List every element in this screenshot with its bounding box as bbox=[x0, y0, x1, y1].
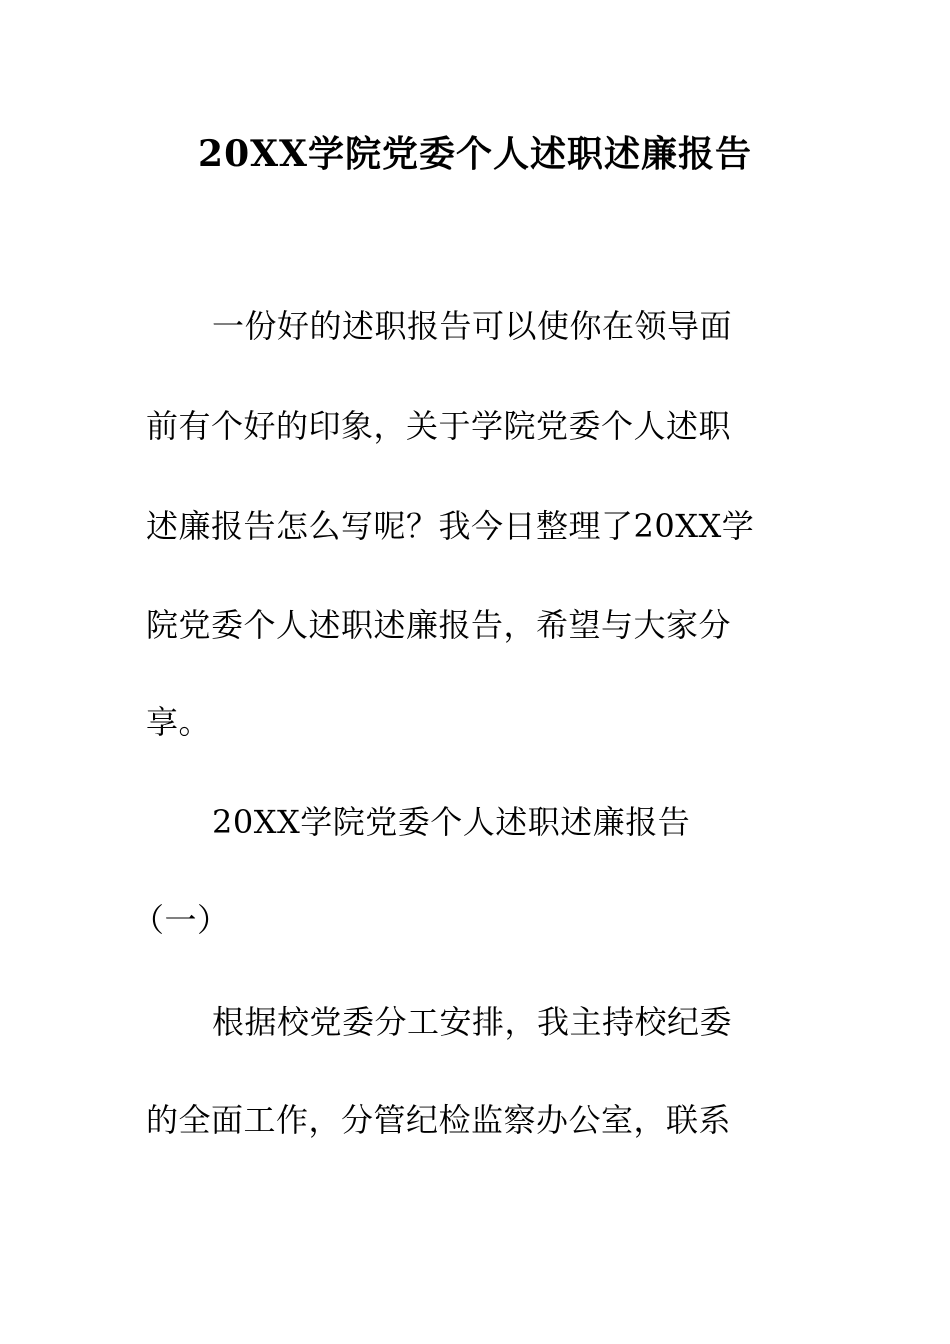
body-line-2: 的全面工作，分管纪检监察办公室，联系 bbox=[146, 1101, 732, 1139]
intro-line-3: 述廉报告怎么写呢？我今日整理了20XX学 bbox=[146, 507, 755, 545]
intro-line-5: 享。 bbox=[146, 703, 212, 741]
intro-line-4: 院党委个人述职述廉报告，希望与大家分 bbox=[146, 606, 732, 644]
section-heading-number: （一） bbox=[132, 901, 230, 939]
intro-line-2: 前有个好的印象，关于学院党委个人述职 bbox=[146, 407, 732, 445]
section-heading: 20XX学院党委个人述职述廉报告 bbox=[212, 803, 691, 841]
document-title: 20XX学院党委个人述职述廉报告 bbox=[198, 133, 752, 175]
body-line-1: 根据校党委分工安排，我主持校纪委 bbox=[212, 1003, 733, 1041]
intro-line-1: 一份好的述职报告可以使你在领导面 bbox=[212, 307, 733, 345]
